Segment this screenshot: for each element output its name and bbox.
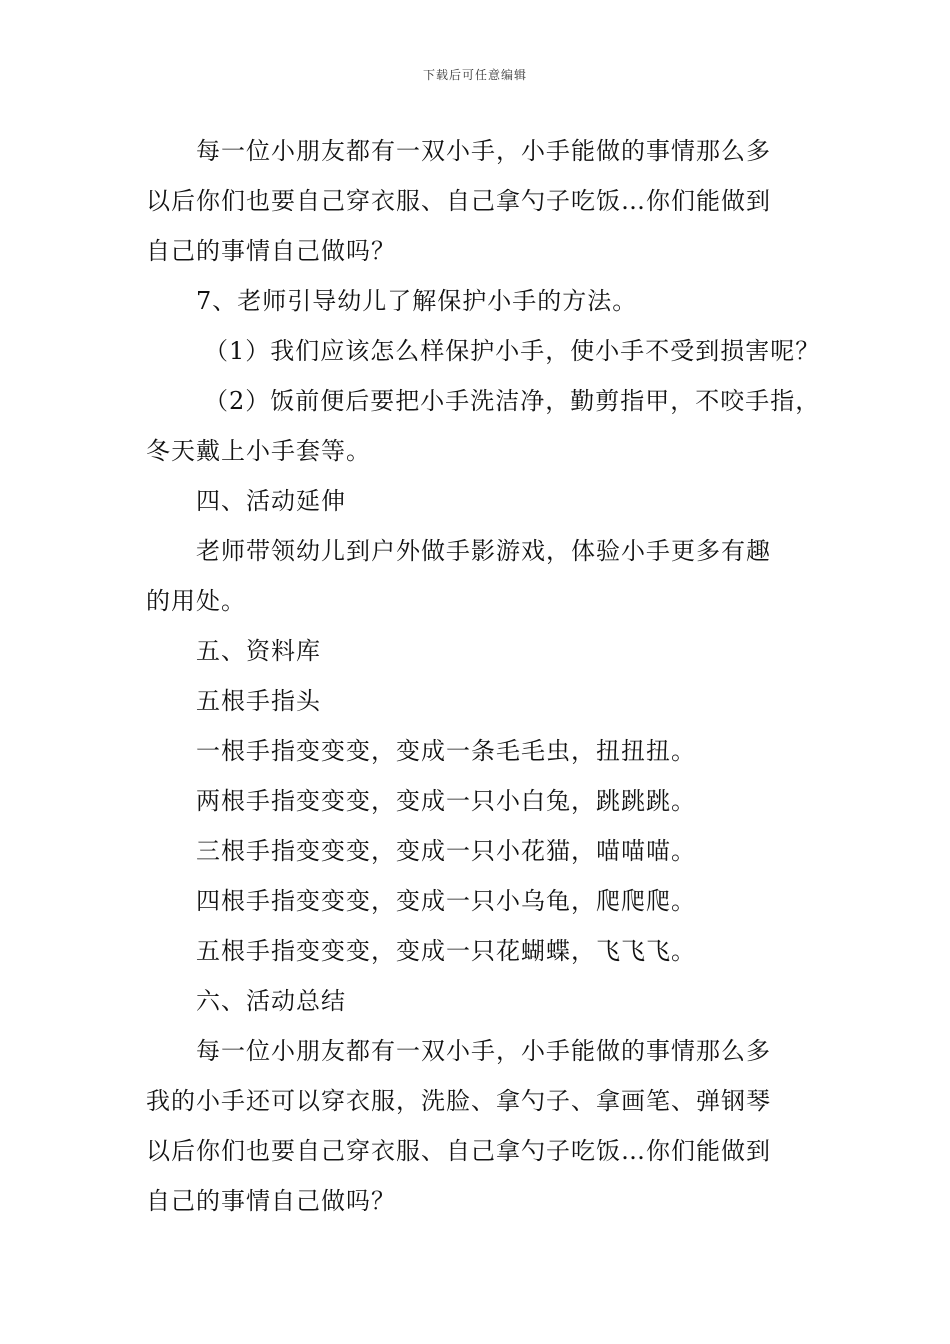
section-heading: 五、资料库 [196, 637, 321, 665]
section-step: 7、老师引导幼儿了解保护小手的方法。 [196, 287, 638, 315]
paragraph-line: 自己的事情自己做吗？ [146, 237, 396, 265]
paragraph-line: 我的小手还可以穿衣服，洗脸、拿勺子、拿画笔、弹钢琴 [146, 1087, 771, 1115]
paragraph-line: 自己的事情自己做吗？ [146, 1187, 396, 1215]
sub-item: （1）我们应该怎么样保护小手，使小手不受到损害呢？ [204, 337, 821, 365]
paragraph-line: 冬天戴上小手套等。 [146, 437, 371, 465]
rhyme-line: 一根手指变变变，变成一条毛毛虫，扭扭扭。 [196, 737, 696, 765]
section-heading: 四、活动延伸 [196, 487, 346, 515]
paragraph-line: 每一位小朋友都有一双小手，小手能做的事情那么多 [196, 1037, 771, 1065]
paragraph-line: 以后你们也要自己穿衣服、自己拿勺子吃饭…你们能做到 [146, 1137, 771, 1165]
paragraph-line: 的用处。 [146, 587, 246, 615]
page-header: 下载后可任意编辑 [422, 68, 527, 82]
paragraph-line: 以后你们也要自己穿衣服、自己拿勺子吃饭…你们能做到 [146, 187, 771, 215]
rhyme-line: 五根手指变变变，变成一只花蝴蝶，飞飞飞。 [196, 937, 696, 965]
rhyme-title: 五根手指头 [196, 687, 321, 715]
document-body [146, 126, 826, 1226]
section-heading: 六、活动总结 [196, 987, 346, 1015]
sub-item: （2）饭前便后要把小手洗洁净，勤剪指甲，不咬手指， [204, 387, 821, 415]
rhyme-line: 三根手指变变变，变成一只小花猫，喵喵喵。 [196, 837, 696, 865]
rhyme-line: 两根手指变变变，变成一只小白兔，跳跳跳。 [196, 787, 696, 815]
paragraph-line: 每一位小朋友都有一双小手，小手能做的事情那么多 [196, 137, 771, 165]
rhyme-line: 四根手指变变变，变成一只小乌龟，爬爬爬。 [196, 887, 696, 915]
paragraph-line: 老师带领幼儿到户外做手影游戏，体验小手更多有趣 [196, 537, 771, 565]
